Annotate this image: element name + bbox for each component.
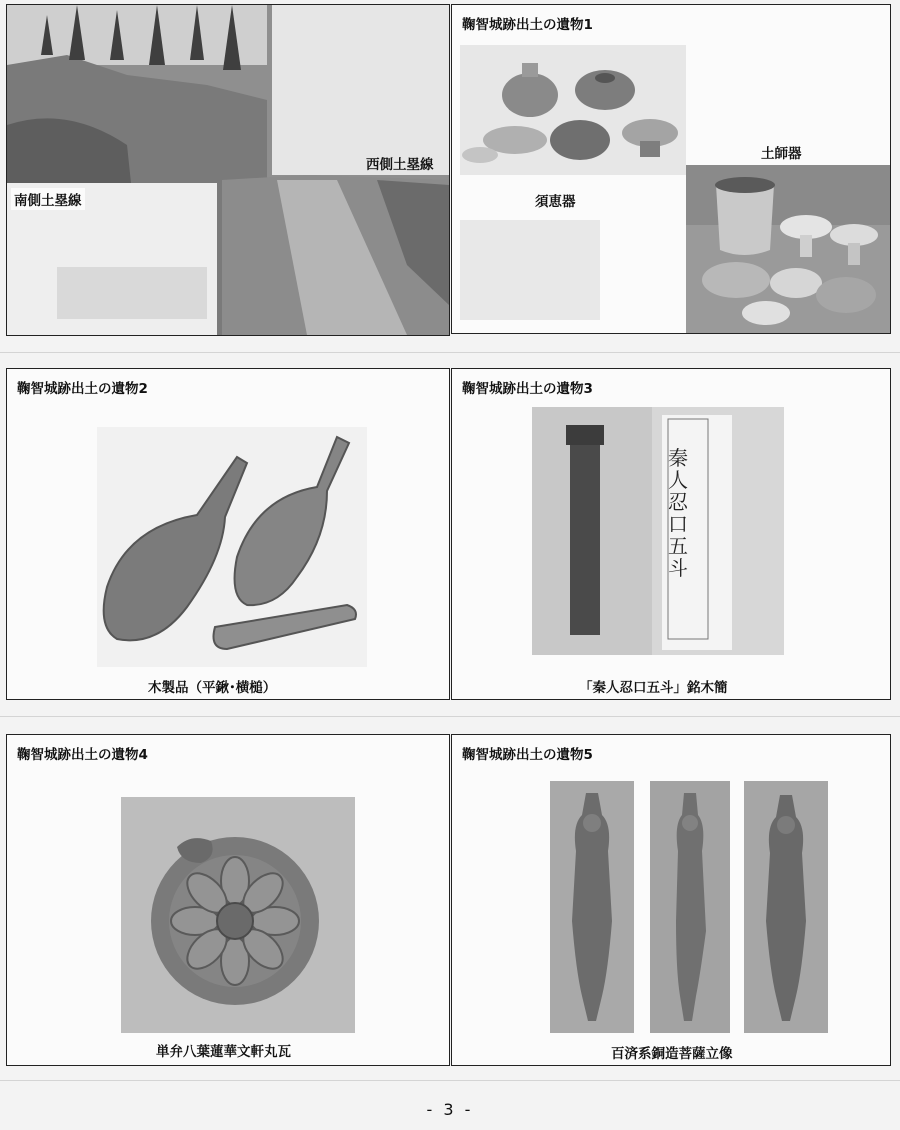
bodhisattva-photo-back xyxy=(744,781,828,1033)
background-bleed-block xyxy=(460,220,600,320)
panel-relics-1 xyxy=(451,4,891,334)
caption-wooden-tablet: 「秦人忍口五斗」銘木簡 xyxy=(576,675,731,697)
label-west-earthwork: 西側土塁線 xyxy=(363,152,437,174)
wooden-tablet-photo xyxy=(532,407,784,655)
caption-bodhisattva: 百済系銅造菩薩立像 xyxy=(608,1041,736,1063)
panel-relics-4 xyxy=(6,734,450,1066)
haji-ware-photo xyxy=(686,165,890,333)
panel-title: 鞠智城跡出土の遺物5 xyxy=(462,747,593,763)
roof-tile-photo xyxy=(121,797,355,1033)
caption-roof-tile: 単弁八葉蓮華文軒丸瓦 xyxy=(153,1039,294,1061)
panel-title: 鞠智城跡出土の遺物3 xyxy=(462,381,593,397)
caption-haji-ware: 土師器 xyxy=(758,141,805,163)
label-south-earthwork: 南側土塁線 xyxy=(11,188,85,210)
panel-relics-5 xyxy=(451,734,891,1066)
panel-title: 鞠智城跡出土の遺物2 xyxy=(17,381,148,397)
bodhisattva-photo-front xyxy=(550,781,634,1033)
caption-wooden-tools: 木製品（平鍬･横槌） xyxy=(145,675,279,697)
wooden-tools-photo xyxy=(97,427,367,667)
bodhisattva-photo-side xyxy=(650,781,730,1033)
panel-title: 鞠智城跡出土の遺物4 xyxy=(17,747,148,763)
panel-relics-3 xyxy=(451,368,891,700)
caption-sue-ware: 須恵器 xyxy=(532,189,579,211)
panel-earthworks xyxy=(6,4,450,336)
page-number: - 3 - xyxy=(426,1100,474,1119)
panel-relics-2 xyxy=(6,368,450,700)
panel-title: 鞠智城跡出土の遺物1 xyxy=(462,17,593,33)
sue-ware-photo xyxy=(460,45,686,175)
tablet-inscription: 秦人 忍口 五斗 xyxy=(668,446,688,580)
